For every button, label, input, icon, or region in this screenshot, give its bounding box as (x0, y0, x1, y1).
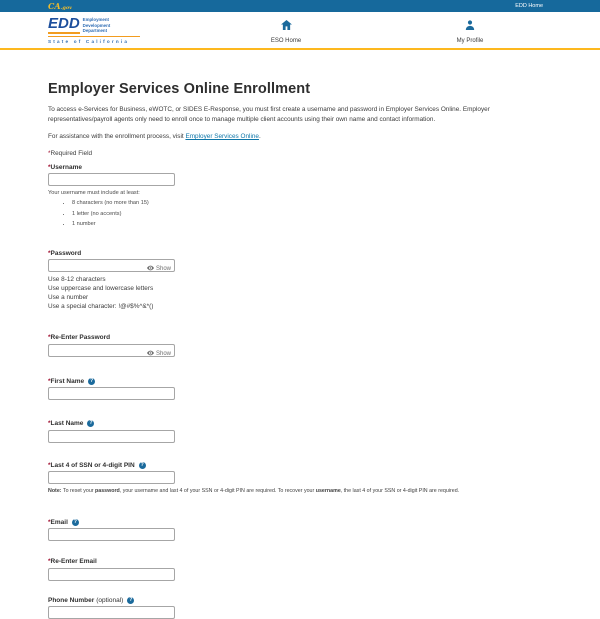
home-icon (281, 17, 292, 35)
reenter-password-group (48, 334, 555, 357)
main-content (0, 81, 600, 619)
utility-bar (0, 0, 600, 12)
username-rule: • 1 letter (no accents) (72, 211, 555, 217)
ssn-pin-label: * Last 4 of SSN or 4-digit PIN ? (48, 461, 144, 469)
username-rules-list (48, 200, 555, 226)
eso-home-label: ESO Home (270, 38, 302, 44)
site-header (0, 12, 600, 50)
phone-label: Phone Number (optional) ? (48, 596, 133, 604)
username-rule: • 1 number (72, 221, 555, 227)
email-group (48, 519, 555, 542)
assistance-text: For assistance with the enrollment process, visit Employer Services Online. (48, 132, 261, 140)
ssn-pin-help-icon[interactable]: ? (140, 461, 144, 468)
ssn-note: Note: To reset your password, your username and last 4 of your SSN or 4-digit PIN are required. To recover your username, the last 4 of your SSN or 4-digit PIN are required. (48, 487, 460, 494)
intro-text: To access e-Services for Business, eWOTC, or SIDES E-Response, you must first create a username and password in Employer Services Online. Employer representatives/payroll agents only need to enroll once to manage multiple client accounts using their own name and contact information. (48, 106, 490, 123)
email-help-icon[interactable]: ? (73, 518, 77, 525)
reenter-email-input[interactable] (48, 568, 175, 581)
password-label: * Password (48, 249, 82, 257)
last-name-input[interactable] (48, 430, 175, 443)
ssn-pin-input[interactable] (48, 471, 175, 484)
username-input[interactable] (48, 173, 175, 186)
my-profile-label: My Profile (456, 38, 484, 44)
page-title: Employer Services Online Enrollment (48, 81, 311, 97)
my-profile-nav[interactable] (448, 17, 492, 44)
first-name-input[interactable] (48, 387, 175, 400)
email-input[interactable] (48, 528, 175, 541)
eso-home-nav[interactable] (264, 17, 308, 44)
last-name-group (48, 420, 555, 443)
reenter-password-label: * Re-Enter Password (48, 334, 111, 342)
username-group (48, 164, 555, 227)
phone-help-icon[interactable]: ? (129, 596, 133, 603)
edd-logo[interactable] (48, 16, 140, 44)
password-rules: Use 8-12 characters Use uppercase and lowercase letters Use a number Use a special character: !@#$%^&*() (48, 276, 154, 310)
email-label: * Email ? (48, 518, 77, 526)
ca-gov-logo[interactable]: CA.gov (48, 1, 73, 11)
password-group (48, 250, 555, 312)
first-name-help-icon[interactable]: ? (90, 377, 94, 384)
eye-icon (147, 350, 154, 358)
employer-services-online-link[interactable]: Employer Services Online (185, 132, 259, 140)
show-reenter-password-button[interactable]: Show (147, 350, 171, 358)
edd-state-line: State of California (48, 36, 140, 44)
person-icon (465, 17, 475, 35)
reenter-email-group (48, 558, 555, 581)
edd-home-link[interactable]: EDD Home (515, 3, 543, 9)
last-name-help-icon[interactable]: ? (89, 420, 93, 427)
show-password-button[interactable]: Show (147, 265, 171, 273)
required-field-note: *Required Field (48, 149, 93, 157)
last-name-label: * Last Name ? (48, 420, 93, 428)
username-label: * Username (48, 163, 82, 171)
reenter-email-label: * Re-Enter Email (48, 558, 97, 566)
first-name-label: * First Name ? (48, 377, 94, 385)
ssn-pin-group (48, 462, 555, 494)
phone-input[interactable] (48, 606, 175, 619)
edd-logo-text: Employment Development Department (82, 16, 111, 34)
first-name-group (48, 378, 555, 401)
phone-group (48, 597, 555, 619)
edd-acronym: EDD (48, 15, 80, 32)
eye-icon (147, 265, 154, 273)
username-rule: • 8 characters (no more than 15) (72, 200, 555, 206)
username-hint: Your username must include at least: (48, 190, 140, 197)
